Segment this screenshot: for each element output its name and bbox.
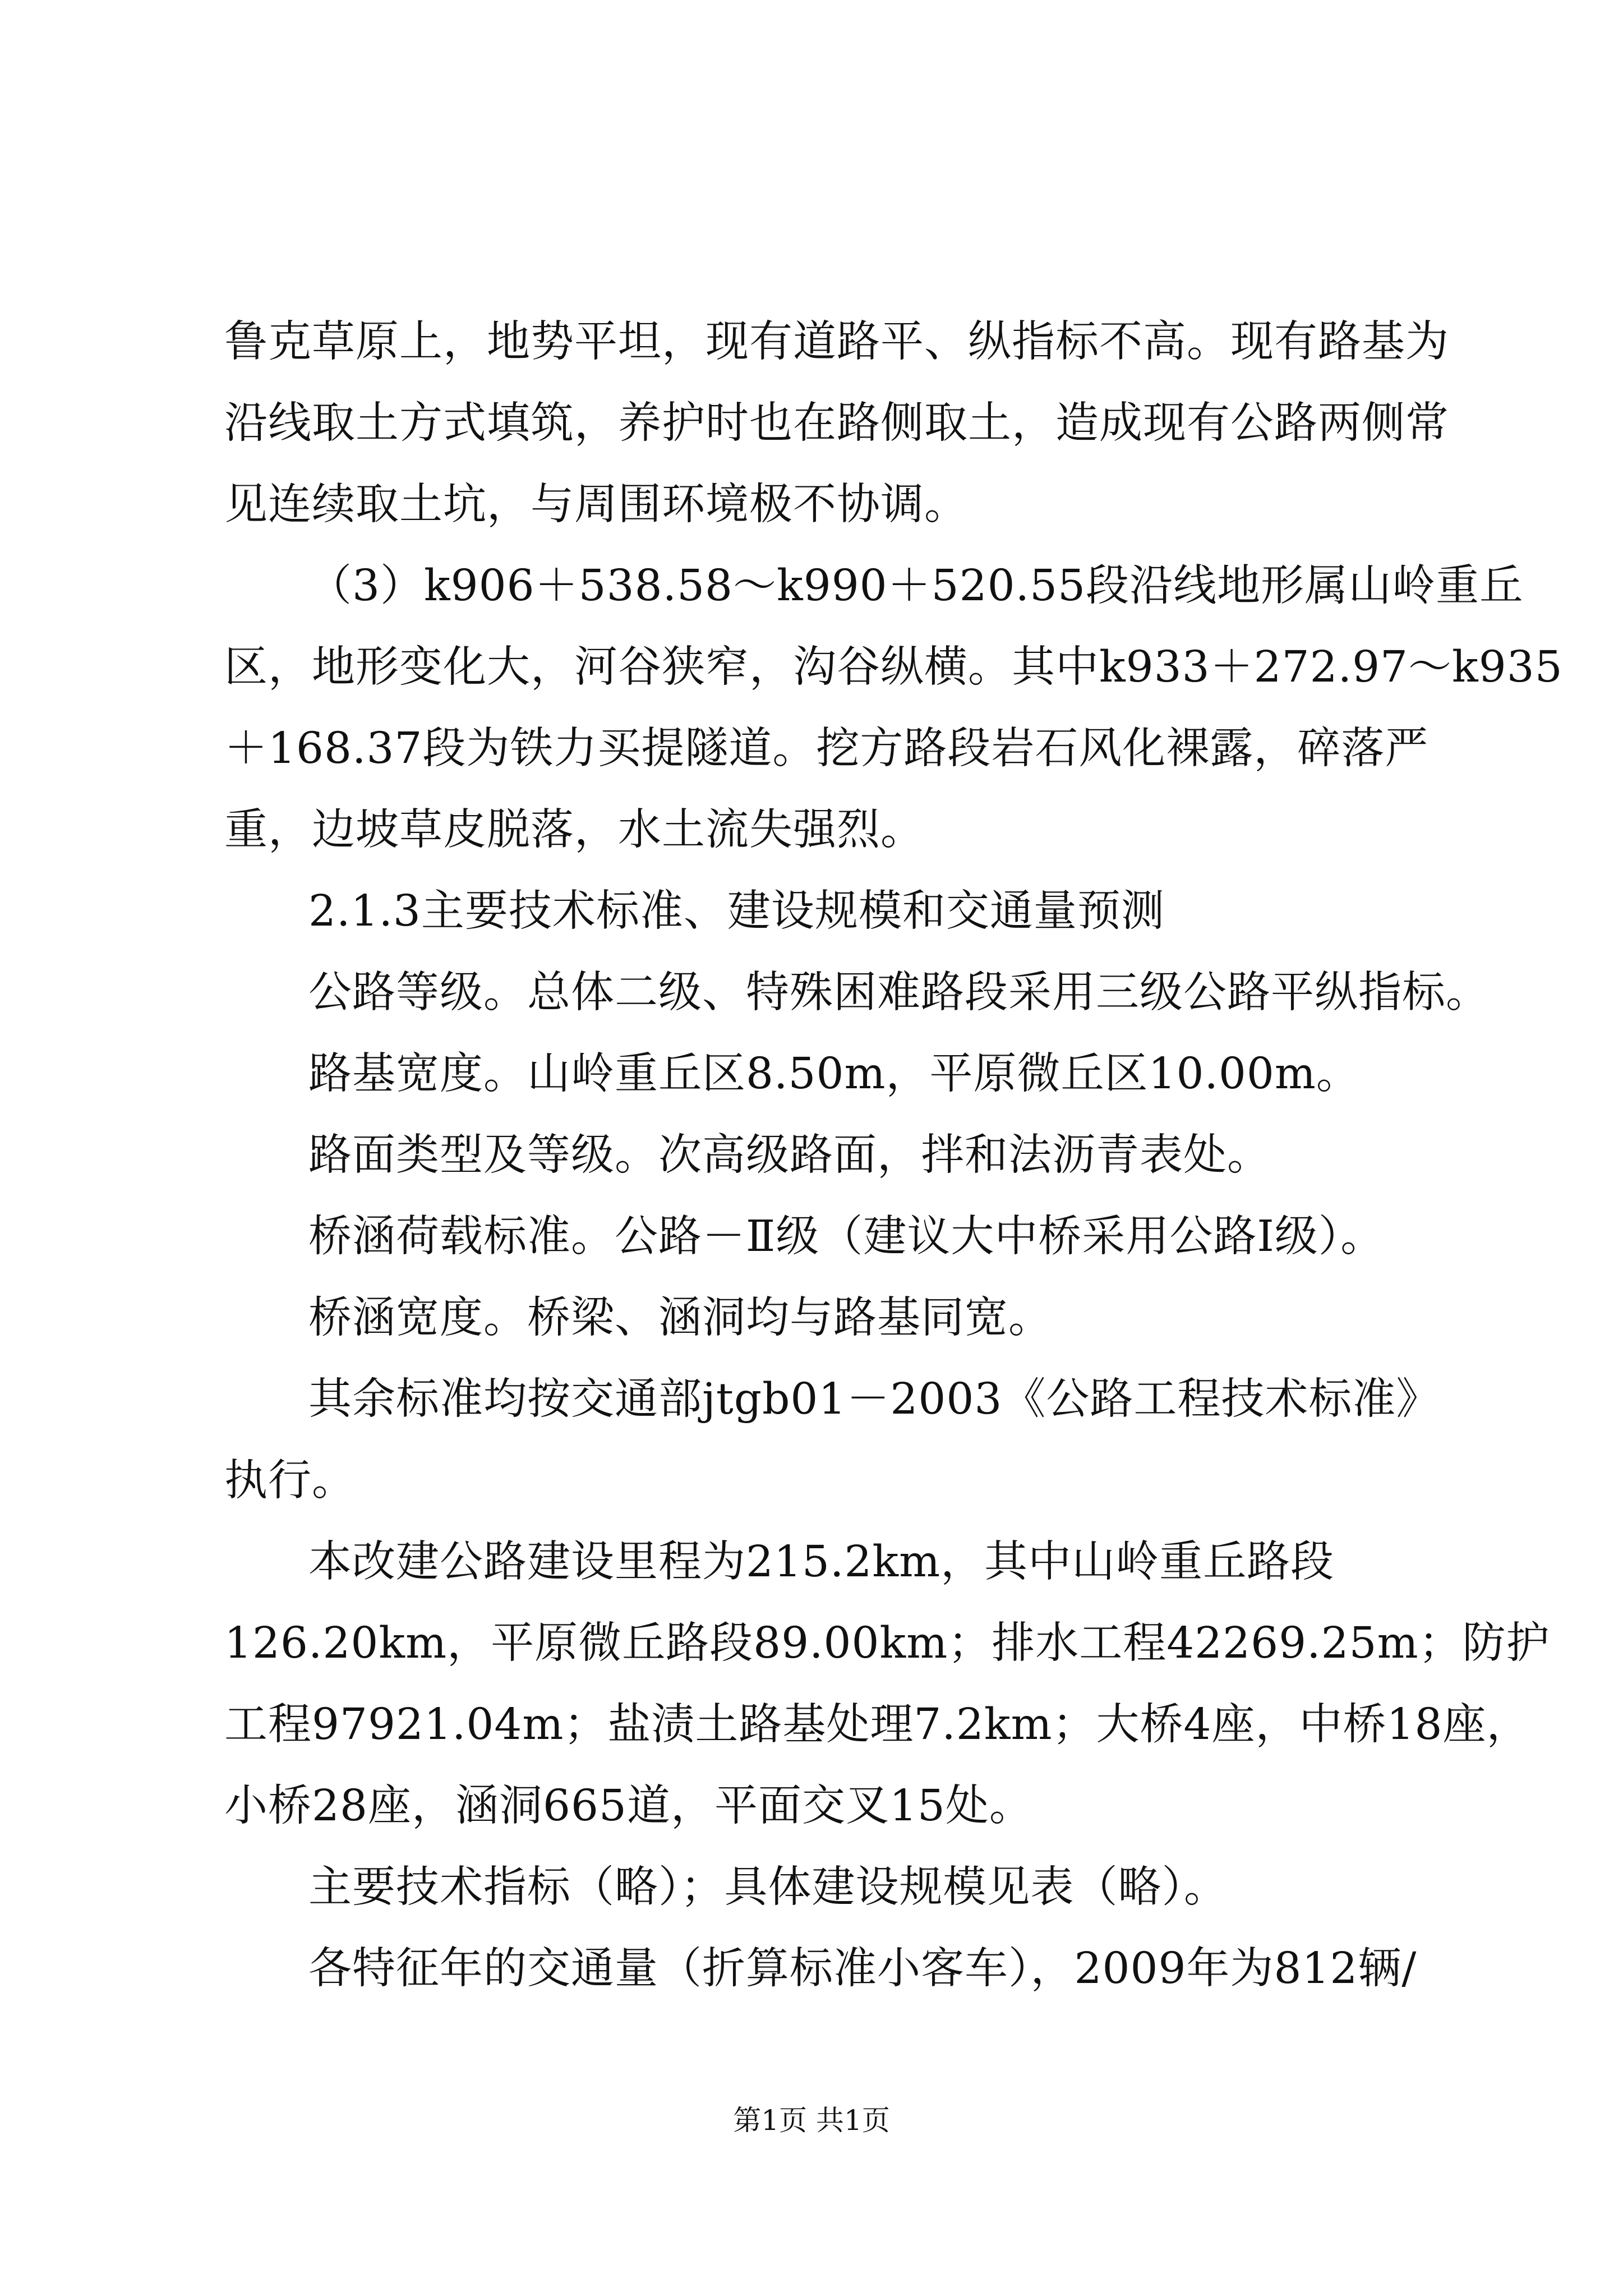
paragraph-line: 126.20km，平原微丘路段89.00km；排水工程42269.25m；防护 — [224, 1618, 1550, 1668]
paragraph-line: 公路等级。总体二级、特殊困难路段采用三级公路平纵指标。 — [308, 968, 1490, 1018]
paragraph-line: 工程97921.04m；盐渍土路基处理7.2km；大桥4座，中桥18座， — [224, 1700, 1530, 1750]
paragraph-line: 见连续取土坑，与周围环境极不协调。 — [224, 480, 968, 530]
paragraph-line: 鲁克草原上，地势平坦，现有道路平、纵指标不高。现有路基为 — [224, 317, 1449, 367]
paragraph-line: 重，边坡草皮脱落，水土流失强烈。 — [224, 805, 924, 855]
page-footer: 第1页 共1页 — [733, 2104, 890, 2137]
paragraph-line: 本改建公路建设里程为215.2km，其中山岭重丘路段 — [308, 1537, 1335, 1587]
paragraph-line: 沿线取土方式填筑，养护时也在路侧取土，造成现有公路两侧常 — [224, 398, 1449, 448]
paragraph-line: 桥涵宽度。桥梁、涵洞均与路基同宽。 — [308, 1293, 1052, 1343]
paragraph-line: 主要技术指标（略）；具体建设规模见表（略）。 — [308, 1862, 1228, 1912]
section-heading: 2.1.3主要技术标准、建设规模和交通量预测 — [308, 886, 1165, 936]
paragraph-line: 其余标准均按交通部jtgb01－2003《公路工程技术标准》 — [308, 1374, 1440, 1424]
paragraph-line: 各特征年的交通量（折算标准小客车），2009年为812辆/ — [308, 1944, 1417, 1994]
paragraph-line: ＋168.37段为铁力买提隧道。挖方路段岩石风化裸露，碎落严 — [224, 724, 1429, 774]
paragraph-line: 桥涵荷载标准。公路－Ⅱ级（建议大中桥采用公路Ⅰ级）。 — [308, 1212, 1385, 1262]
paragraph-line: 区，地形变化大，河谷狭窄，沟谷纵横。其中k933＋272.97～k935 — [224, 642, 1563, 692]
paragraph-line: 路基宽度。山岭重丘区8.50m，平原微丘区10.00m。 — [308, 1049, 1360, 1099]
paragraph-line: 小桥28座，涵洞665道，平面交叉15处。 — [224, 1781, 1033, 1831]
paragraph-line: 路面类型及等级。次高级路面，拌和法沥青表处。 — [308, 1130, 1271, 1180]
paragraph-line: （3）k906＋538.58～k990＋520.55段沿线地形属山岭重丘 — [308, 561, 1524, 611]
paragraph-line: 执行。 — [224, 1456, 356, 1506]
